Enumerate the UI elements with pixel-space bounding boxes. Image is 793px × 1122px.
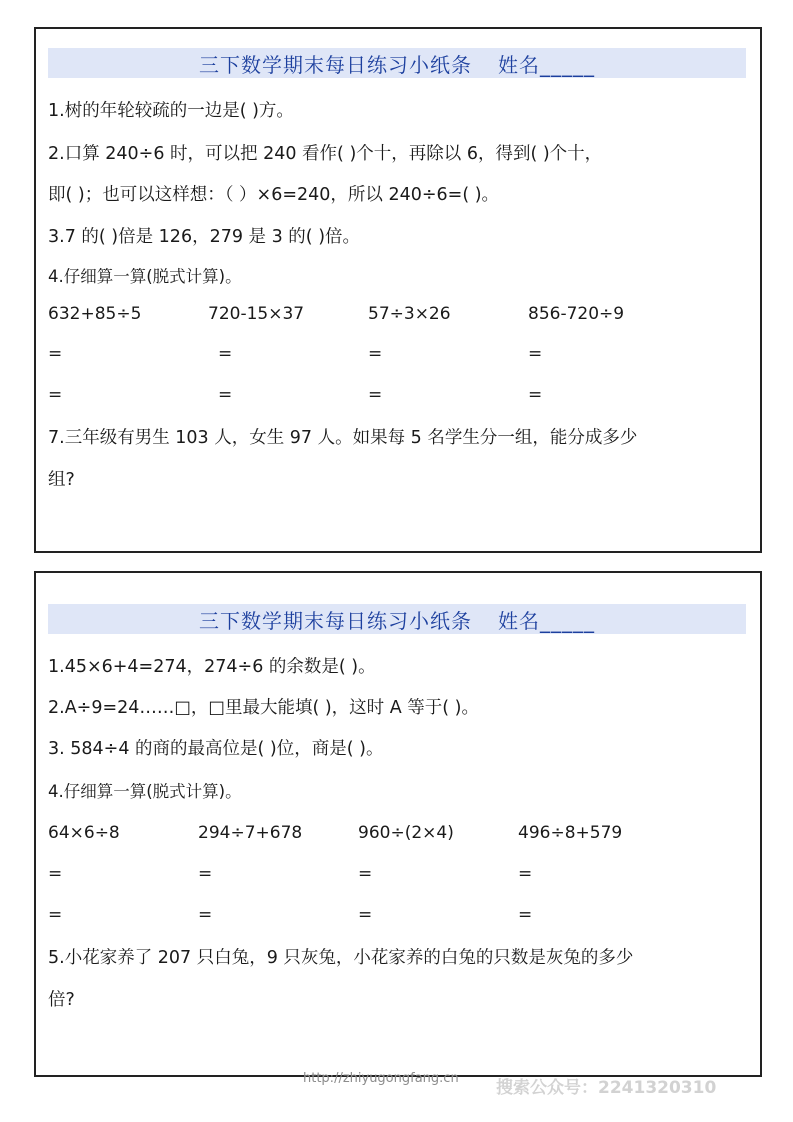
- calc-expression: 57÷3×26: [368, 304, 451, 324]
- question-4: 4.仔细算一算(脱式计算)。: [48, 782, 242, 801]
- worksheet-card-2: [34, 571, 762, 1077]
- name-field-label: 姓名_____: [498, 52, 595, 77]
- equals-sign: =: [368, 385, 383, 405]
- equals-sign: =: [518, 905, 533, 925]
- worksheet-card-1: [34, 27, 762, 553]
- question-3: 3. 584÷4 的商的最高位是( )位，商是( )。: [48, 739, 384, 759]
- card-title: 三下数学期末每日练习小纸条: [199, 52, 472, 77]
- equals-sign: =: [48, 344, 63, 364]
- footer-url: http://zhiyugongfang.cn: [303, 1071, 459, 1086]
- equals-sign: =: [198, 905, 213, 925]
- card-title-bar: [48, 604, 746, 634]
- calc-expression: 960÷(2×4): [358, 823, 454, 843]
- calc-expression: 64×6÷8: [48, 823, 120, 843]
- calc-expression: 856-720÷9: [528, 304, 625, 324]
- calc-expression: 496÷8+579: [518, 823, 623, 843]
- equals-sign: =: [198, 864, 213, 884]
- question-2-line-1: 2.口算 240÷6 时，可以把 240 看作( )个十，再除以 6，得到( )个十，: [48, 144, 603, 164]
- calc-expression: 720-15×37: [208, 304, 305, 324]
- card-title: 三下数学期末每日练习小纸条: [199, 608, 472, 633]
- question-5-line-2: 倍?: [48, 990, 75, 1010]
- question-2: 2.A÷9=24……□，□里最大能填( )，这时 A 等于( )。: [48, 698, 479, 718]
- equals-sign: =: [358, 864, 373, 884]
- question-1: 1.45×6+4=274，274÷6 的余数是( )。: [48, 657, 376, 677]
- calc-expression: 632+85÷5: [48, 304, 142, 324]
- card-title-bar: [48, 48, 746, 78]
- name-field-label: 姓名_____: [498, 608, 595, 633]
- equals-sign: =: [48, 905, 63, 925]
- equals-sign: =: [528, 385, 543, 405]
- equals-sign: =: [368, 344, 383, 364]
- equals-sign: =: [48, 864, 63, 884]
- question-5-line-1: 5.小花家养了 207 只白兔，9 只灰兔，小花家养的白兔的只数是灰兔的多少: [48, 948, 634, 968]
- equals-sign: =: [518, 864, 533, 884]
- question-4: 4.仔细算一算(脱式计算)。: [48, 267, 242, 286]
- question-2-line-2: 即( )；也可以这样想：（ ）×6=240，所以 240÷6=( )。: [48, 185, 500, 205]
- equals-sign: =: [218, 385, 233, 405]
- question-1: 1.树的年轮较疏的一边是( )方。: [48, 101, 294, 121]
- calc-expression: 294÷7+678: [198, 823, 303, 843]
- question-7-line-1: 7.三年级有男生 103 人，女生 97 人。如果每 5 名学生分一组，能分成多少: [48, 428, 638, 448]
- watermark-text: 搜索公众号：2241320310: [496, 1078, 717, 1098]
- question-7-line-2: 组?: [48, 470, 75, 490]
- equals-sign: =: [358, 905, 373, 925]
- equals-sign: =: [528, 344, 543, 364]
- question-3: 3.7 的( )倍是 126，279 是 3 的( )倍。: [48, 227, 361, 247]
- equals-sign: =: [48, 385, 63, 405]
- equals-sign: =: [218, 344, 233, 364]
